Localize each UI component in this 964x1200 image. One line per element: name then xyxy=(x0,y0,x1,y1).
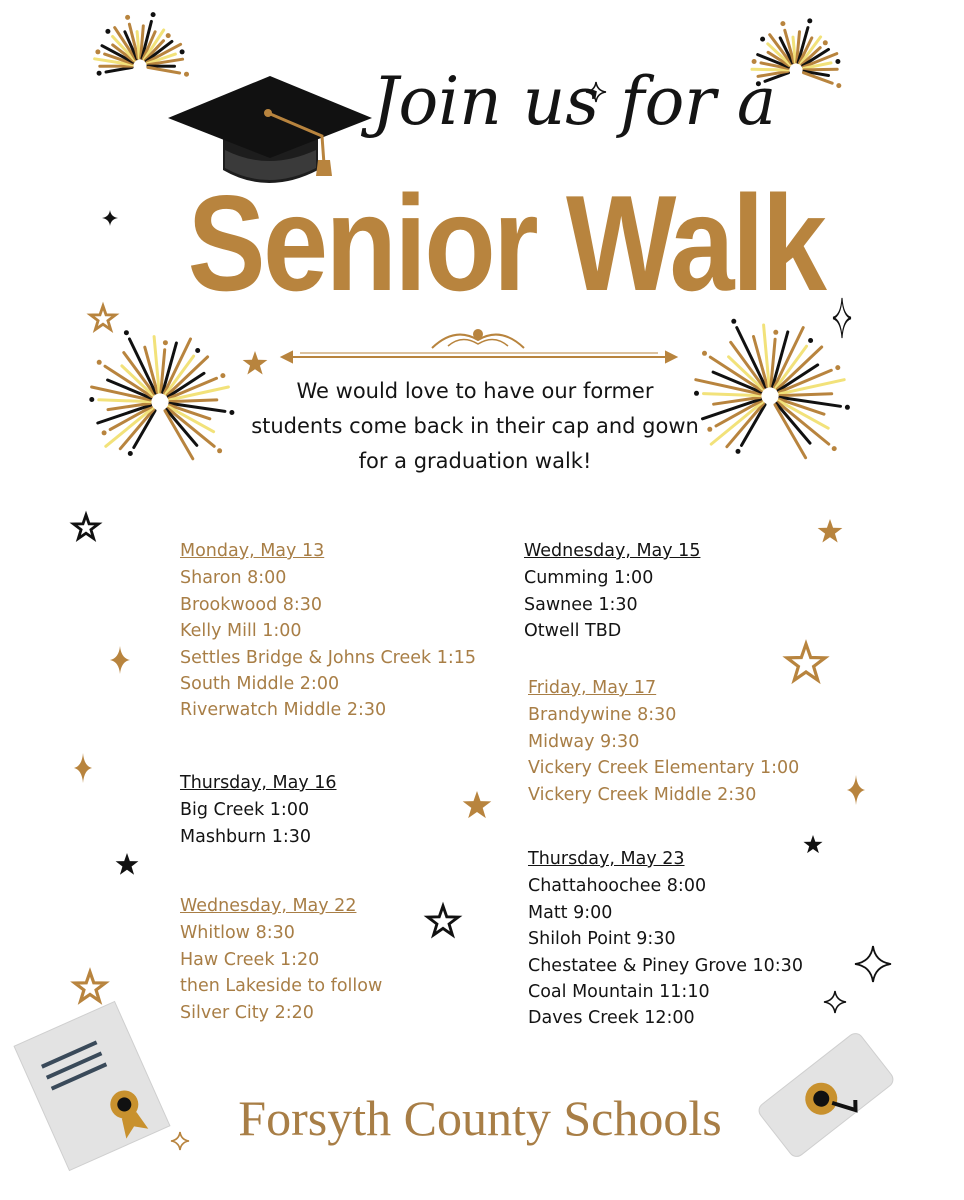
firework-spark xyxy=(835,365,840,370)
firework-spark xyxy=(97,71,102,76)
day-heading: Friday, May 17 xyxy=(528,678,657,698)
firework-spark xyxy=(220,373,225,378)
firework-spark xyxy=(707,427,712,432)
firework-ray xyxy=(170,400,217,402)
schedule-wednesday-15 xyxy=(524,538,700,645)
schedule-item: Vickery Creek Middle 2:30 xyxy=(528,784,757,805)
firework-spark xyxy=(180,49,185,54)
star-filled-black-icon xyxy=(116,853,139,875)
firework-spark xyxy=(151,12,156,17)
firework-spark xyxy=(823,40,828,45)
schedule-item: Matt 9:00 xyxy=(528,902,613,923)
firework-spark xyxy=(124,330,129,335)
schedule-item: Vickery Creek Elementary 1:00 xyxy=(528,758,800,779)
schedule-thursday-23 xyxy=(528,846,803,1032)
schedule-item: then Lakeside to follow xyxy=(180,976,383,997)
firework-spark xyxy=(195,348,200,353)
main-title: Senior Walk xyxy=(187,167,825,319)
firework-ray xyxy=(106,67,132,72)
firework-spark xyxy=(832,446,837,451)
schedule-item: Big Creek 1:00 xyxy=(180,800,310,821)
day-heading: Wednesday, May 15 xyxy=(524,541,701,561)
script-title: Join us for a xyxy=(372,63,777,140)
ornamental-divider xyxy=(282,330,676,362)
firework-spark xyxy=(845,405,850,410)
star-filled-gold-icon xyxy=(463,791,492,818)
schedule-item: Otwell TBD xyxy=(524,621,622,642)
schedule-item: Daves Creek 12:00 xyxy=(528,1008,695,1029)
schedule-item: Brandywine 8:30 xyxy=(528,705,677,726)
firework-spark xyxy=(773,330,778,335)
schedule-item: Midway 9:30 xyxy=(528,731,640,752)
star-outline-black-icon xyxy=(428,906,458,935)
schedule-item: Kelly Mill 1:00 xyxy=(180,621,302,642)
star-outline-gold-icon xyxy=(91,306,116,330)
firework-mid-right-icon xyxy=(694,319,850,458)
firework-top-left-icon xyxy=(95,12,189,77)
intro-text: We would love to have our former students come back in their cap and gown for a graduation walk! xyxy=(251,379,699,473)
day-heading: Monday, May 13 xyxy=(180,541,325,561)
schedule-monday xyxy=(180,538,476,724)
star-filled-gold-icon xyxy=(243,351,268,375)
day-heading: Thursday, May 23 xyxy=(528,849,685,869)
firework-spark xyxy=(166,33,171,38)
firework-ray xyxy=(804,69,837,70)
firework-spark xyxy=(102,430,107,435)
firework-spark xyxy=(836,83,841,88)
firework-spark xyxy=(125,15,130,20)
firework-spark xyxy=(780,21,785,26)
firework-spark xyxy=(184,72,189,77)
footer-school-name: Forsyth County Schools xyxy=(238,1090,722,1146)
firework-spark xyxy=(229,410,234,415)
schedule-item: South Middle 2:00 xyxy=(180,674,340,695)
star-filled-gold-icon xyxy=(818,519,843,543)
schedule-item: Haw Creek 1:20 xyxy=(180,949,320,970)
schedule-item: Riverwatch Middle 2:30 xyxy=(180,700,387,721)
schedule-item: Chattahoochee 8:00 xyxy=(528,876,707,897)
schedule-friday-17 xyxy=(528,675,799,808)
star-outline-gold-icon xyxy=(75,972,105,1001)
firework-spark xyxy=(89,397,94,402)
firework-spark xyxy=(97,360,102,365)
schedule-item: Cumming 1:00 xyxy=(524,568,654,589)
firework-mid-left-icon xyxy=(89,330,234,459)
firework-spark xyxy=(163,340,168,345)
schedule-item: Settles Bridge & Johns Creek 1:15 xyxy=(180,647,477,668)
firework-spark xyxy=(128,451,133,456)
firework-ray xyxy=(148,67,180,73)
schedule-item: Chestatee & Piney Grove 10:30 xyxy=(528,955,803,976)
schedule-item: Shiloh Point 9:30 xyxy=(528,929,676,950)
schedule-item: Brookwood 8:30 xyxy=(180,594,323,615)
schedule-item: Mashburn 1:30 xyxy=(180,826,312,847)
firework-spark xyxy=(808,338,813,343)
firework-ray xyxy=(99,400,150,402)
star-filled-black-icon xyxy=(803,835,822,853)
firework-spark xyxy=(217,448,222,453)
firework-spark xyxy=(95,49,100,54)
day-heading: Wednesday, May 22 xyxy=(180,896,357,916)
schedule-thursday-16 xyxy=(180,770,337,850)
firework-spark xyxy=(702,351,707,356)
star-outline-black-icon xyxy=(74,515,99,539)
firework-ray xyxy=(780,394,832,396)
schedule-item: Whitlow 8:30 xyxy=(180,923,295,944)
firework-spark xyxy=(807,18,812,23)
firework-spark xyxy=(105,29,110,34)
firework-spark xyxy=(731,319,736,324)
firework-spark xyxy=(736,449,741,454)
schedule-item: Coal Mountain 11:10 xyxy=(528,982,710,1003)
diploma-certificate-icon xyxy=(14,1002,170,1171)
day-heading: Thursday, May 16 xyxy=(180,773,337,793)
schedule-item: Sharon 8:00 xyxy=(180,568,287,589)
firework-spark xyxy=(835,59,840,64)
firework-spark xyxy=(760,37,765,42)
schedule-wednesday-22 xyxy=(180,893,382,1026)
schedule-item: Sawnee 1:30 xyxy=(524,594,638,615)
schedule-item: Silver City 2:20 xyxy=(180,1002,314,1023)
firework-ray xyxy=(704,394,761,396)
